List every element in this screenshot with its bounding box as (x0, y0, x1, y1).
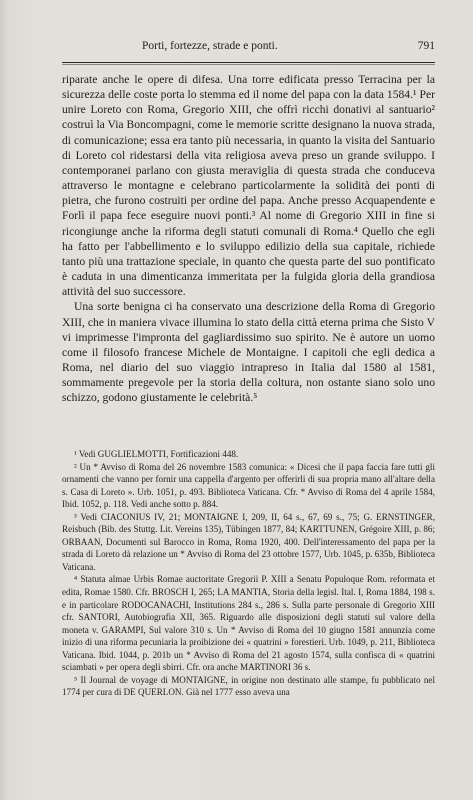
paragraph-1: riparate anche le opere di difesa. Una torre edificata presso Terracina per la sicurezza delle coste porta lo stemma ed il nome del papa con la data 1584.¹ Per unire Loreto con Roma, Gregorio XIII, che offrì ricchi donativi al santuario² costruì la Via Boncompagni, come le memorie scritte designano la nuova strada, di comunicazione; essa era tanto più necessaria, in quanto la visita del Santuario di Loreto col ridestarsi della vita religiosa aveva preso un grande sviluppo. I contemporanei parlano con giusta meraviglia di questa strada che conduceva attraverso le montagne e celebrano particolarmente la solidità dei ponti di pietra, che furono costruiti per ordine del papa. Anche presso Acquapendente e Forlì il papa fece eseguire nuovi ponti.³ Al nome di Gregorio XIII in fine si ricongiunge anche la riforma degli statuti comunali di Roma.⁴ Quello che egli ha fatto per l'abbellimento e lo sviluppo edilizio della sua capitale, richiede tanto più una trattazione speciale, in quanto che questa parte del suo pontificato è caduta in una dimenticanza immeritata per la fulgida gloria della grandiosa attività del suo successore. (62, 73, 435, 299)
footnote-4: ⁴ Statuta almae Urbis Romae auctoritate Gregorii P. XIII a Senatu Populoque Rom. reformata et edita, Romae 1580. Cfr. BROSCH I, 265; LA MANTIA, Storia della legisl. Ital. I, Roma 1884, 198 s. e in particolare RODOCANACHI, Institutions 284 s., 286 s. Sulla parte personale di Gregorio XIII cfr. SANTORI, Autobiografia XII, 365. Riguardo alle disposizioni degli statuti sul valore della moneta v. GARAMPI, Sul valore 310 s. Un * Avviso di Roma del 10 giugno 1581 annunzia come inizio di una riforma pecuniaria la proibizione dei « quatrini » forestieri. Urb. 1049, p. 211, Biblioteca Vaticana. Ibid. 1044, p. 201b un * Avviso di Roma del 21 agosto 1574, sulla confisca di « quatrini sciambati » per opera degli sbirri. Cfr. ora anche MARTINORI 36 s. (62, 574, 435, 673)
footnote-3: ³ Vedi CIACONIUS IV, 21; MONTAIGNE I, 209, II, 64 s., 67, 69 s., 75; G. ERNSTINGER, Reisbuch (Bib. des Stuttg. Lit. Vereins 135), Tübingen 1877, 84; KARTTUNEN, Grégoire XIII, p. 86; ORBAAN, Documenti sul Barocco in Roma, Roma 1920, 400. Dell'interessamento del papa per la strada di Loreto dà relazione un * Avviso di Roma del 23 ottobre 1577, Urb. 1045, p. 635b, Biblioteca Vaticana. (62, 511, 435, 572)
header-rule-thin (62, 64, 435, 65)
header-rule (62, 62, 435, 63)
footnotes (62, 448, 435, 699)
page-number: 791 (417, 40, 435, 52)
paragraph-2: Una sorte benigna ci ha conservato una descrizione della Roma di Gregorio XIII, che in maniera vivace illumina lo stato della città eterna prima che Sisto V vi imprimesse l'impronta del gagliardissimo suo spirito. Ne è autore un uomo come il filosofo francese Michele de Montaigne. I capitoli che egli dedica a Roma, nel diario del suo viaggio intrapreso in Italia dal 1580 al 1581, sommamente pregevole per la storia della coltura, non ostante siano solo uno schizzo, godono giustamente le celebrità.⁵ (62, 300, 435, 405)
running-header (62, 40, 435, 58)
footnote-5: ⁵ Il Journal de voyage di MONTAIGNE, in origine non destinato alle stampe, fu pubblicato nel 1774 per cura di DE QUERLON. Già nel 1777 esso aveva una (62, 674, 435, 698)
main-text (62, 72, 435, 405)
running-title: Porti, fortezze, strade e ponti. (142, 40, 278, 52)
footnote-2: ² Un * Avviso di Roma del 26 novembre 1583 comunica: « Dicesi che il papa faccia fare tutti gli ornamenti che vanno per fornir una cappella d'argento per offerirli di sua propria mano all'altare della s. Casa di Loreto ». Urb. 1051, p. 493. Biblioteca Vaticana. Cfr. * Avviso di Roma del 4 aprile 1584, Ibid. 1052, p. 118. Vedi anche sotto p. 884. (62, 461, 435, 510)
footnote-1: ¹ Vedi GUGLIELMOTTI, Fortificazioni 448. (74, 449, 239, 459)
